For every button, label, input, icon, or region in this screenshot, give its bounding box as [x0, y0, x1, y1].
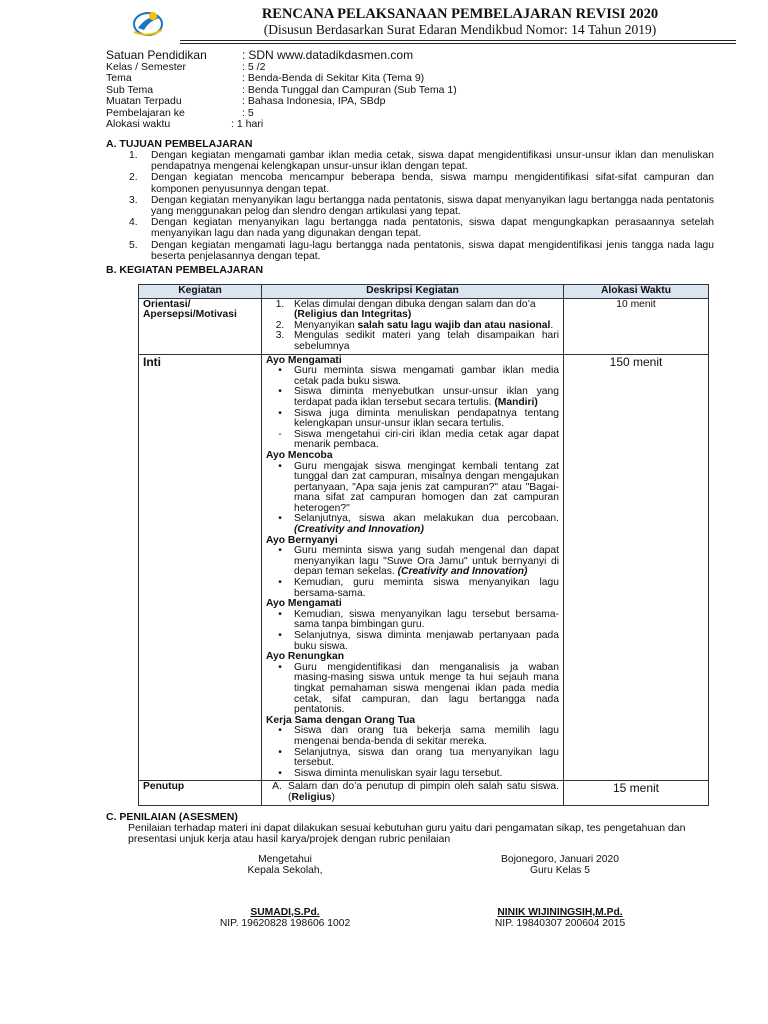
list-text: Selanjutnya, siswa diminta menjawab pertanyaan pada buku siswa. — [294, 630, 559, 652]
info-sep: : — [242, 106, 245, 119]
list-item — [266, 430, 559, 451]
identity-block — [106, 49, 457, 130]
list-number: 4. — [129, 217, 138, 229]
signer-name: NINIK WIJININGSIH,M.Pd. — [497, 906, 623, 918]
item-text: ) — [331, 791, 335, 803]
info-sep: : — [242, 48, 246, 62]
list-text: Dengan kegiatan mengamati gambar iklan media cetak, siswa dapat mengidentifikasi unsur-unsur iklan dan menuliskan pendapatnya mengenai kelengkapan unsur-unsur iklan dengan tepat. — [151, 150, 714, 173]
column-header: Alokasi Waktu — [564, 285, 709, 299]
list-item — [266, 462, 559, 515]
bullet: • — [278, 545, 282, 557]
phase-penutup: Penutup — [139, 781, 262, 805]
objectives-list — [129, 150, 714, 262]
list-item — [266, 663, 559, 716]
item-text: Siswa diminta menyebutkan unsur-unsur iklan yang terdapat pada iklan tersebut secara tertulis. — [294, 386, 559, 408]
list-text: Dengan kegiatan menyanyikan lagu bertangga nada pentatonis, siswa dapat menyanyikan lagu bertangga nada pentatonis yang menggunakan pelog dan slendro dengan artikulasi yang tepat. — [151, 194, 714, 218]
value-tag: (Mandiri) — [494, 396, 538, 408]
list-item — [266, 514, 559, 535]
activities-table — [138, 284, 709, 806]
subheading: Ayo Mengamati — [266, 598, 342, 610]
document-title: RENCANA PELAKSANAAN PEMBELAJARAN REVISI 2020 — [261, 6, 659, 22]
list-text: Dengan kegiatan menyanyikan lagu bertangga nada pentatonis, siswa dapat mengungkapkan perasaannya setelah menyanyikan lagu dan nada yang digunakan dengan tepat. — [151, 217, 714, 240]
item-text: Kelas dimulai dengan dibuka dengan salam dan do’a — [294, 298, 536, 310]
time-cell: 150 menit — [564, 354, 709, 781]
list-text: Siswa diminta menuliskan syair lagu tersebut. — [294, 767, 503, 779]
header-rule-thin — [180, 43, 736, 44]
list-text — [294, 514, 559, 535]
bullet: • — [278, 608, 282, 620]
list-item — [266, 726, 559, 747]
item-text: Selanjutnya, siswa akan melakukan dua percobaan. — [294, 513, 559, 525]
list-item — [129, 150, 714, 172]
info-sep: : — [242, 95, 245, 108]
list-text: Guru mengidentifikasi dan menganalisis ja waban masing-masing siswa untuk menge ta hui sejauh mana tingkat pemahaman siswa mengenai iklan pada media cetak, sifat campuran, dan lagu bertangga nada pentatonis. — [294, 661, 559, 716]
table-header-row — [139, 285, 709, 299]
info-key: Kelas / Semester — [106, 61, 186, 73]
item-emphasis: salah satu lagu wajib dan atau nasional — [357, 319, 551, 331]
list-item — [266, 331, 559, 352]
subheading: Ayo Renungkan — [266, 651, 344, 663]
table-row — [139, 354, 709, 781]
value-tag: Religius — [291, 791, 332, 803]
list-number: 1. — [129, 150, 138, 161]
list-text: Dengan kegiatan mengamati lagu-lagu bertangga nada pentatonis, siswa dapat mengidentifikasi jenis tangga nada lagu beserta penjelasannya dengan tepat. — [151, 239, 714, 262]
info-value: Bahasa Indonesia, IPA, SBdp — [247, 95, 386, 108]
info-value: Benda Tunggal dan Campuran (Sub Tema 1) — [247, 83, 457, 96]
list-item — [129, 195, 714, 217]
list-text: Mengulas sedikit materi yang telah disampaikan hari sebelumnya — [294, 330, 559, 352]
subheading: Kerja Sama dengan Orang Tua — [266, 714, 416, 726]
item-text: Guru meminta siswa yang sudah mengenal dan dapat menyanyikan lagu "Suwe Ora Jamu" untuk bernyanyi di depan teman sekelas. — [294, 545, 559, 578]
list-number: A. — [272, 781, 282, 793]
time-cell: 15 menit — [564, 781, 709, 805]
signer-nip: NIP. 19620828 198606 1002 — [219, 918, 351, 930]
signer-name: SUMADI,S.Pd. — [250, 906, 320, 918]
list-text: Siswa juga diminta menuliskan pendapatnya tentang kelengkapan unsur-unsur iklan secara tertulis. — [294, 407, 559, 430]
signature-line: Mengetahui — [258, 854, 312, 865]
info-sep: : — [242, 72, 245, 85]
list-item — [266, 387, 559, 408]
list-text: Dengan kegiatan mencoba mencampur beberapa benda, siswa mampu mengidentifikasi sifat-sifat campuran dan komponen penyusunnya dengan tepat. — [151, 172, 714, 195]
list-number: 1. — [275, 298, 285, 310]
info-sep: : — [242, 61, 245, 73]
list-item — [266, 610, 559, 631]
list-text: Siswa mengetahui ciri-ciri iklan media cetak agar dapat menarik pembaca. — [294, 428, 559, 451]
bullet: - — [278, 428, 282, 440]
column-header: Deskripsi Kegiatan — [262, 285, 564, 299]
bullet: • — [278, 513, 282, 525]
info-key: Pembelajaran ke — [106, 106, 185, 119]
bullet: • — [278, 577, 282, 589]
description-cell — [262, 298, 564, 354]
column-header: Kegiatan — [139, 285, 262, 299]
list-text: Guru mengajak siswa mengingat kembali tentang zat tunggal dan zat campuran, misalnya dengan mengajukan pertanyaan, "Apa saja jenis zat campuran?" atau "Bagai-mana sifat zat campuran homogen dan zat campuran heterogen?" — [294, 460, 559, 514]
list-number: 3. — [275, 330, 285, 342]
bullet: • — [278, 386, 282, 398]
bullet: • — [278, 407, 282, 419]
signature-date: Bojonegoro, Januari 2020 — [501, 854, 619, 865]
signature-right — [465, 854, 655, 930]
info-key: Muatan Terpadu — [106, 95, 182, 108]
info-key: Sub Tema — [106, 83, 154, 96]
list-number: 2. — [275, 319, 285, 331]
info-row — [106, 119, 457, 130]
bullet: • — [278, 767, 282, 779]
value-tag: (Creativity and Innovation) — [294, 524, 424, 536]
value-tag: (Religius dan Integritas) — [294, 309, 412, 321]
info-value: Benda-Benda di Sekitar Kita (Tema 9) — [247, 72, 425, 85]
list-text — [294, 387, 559, 408]
description-cell — [262, 781, 564, 805]
info-value: 5 — [247, 106, 254, 119]
info-row — [106, 96, 457, 107]
list-text: Selanjutnya, siswa dan orang tua menyanyikan lagu tersebut. — [294, 746, 559, 769]
info-key: Satuan Pendidikan — [106, 48, 207, 62]
list-text: Siswa dan orang tua bekerja sama memilih lagu mengenai benda-benda di sekitar mereka. — [294, 725, 559, 747]
info-sep: : — [231, 118, 234, 131]
list-item — [266, 769, 559, 780]
list-item — [266, 546, 559, 578]
list-item — [129, 240, 714, 262]
signer-nip: NIP. 19840307 200604 2015 — [494, 918, 626, 930]
list-text — [294, 546, 559, 578]
list-item — [266, 409, 559, 430]
signature-role: Kepala Sekolah, — [247, 865, 323, 877]
bullet: • — [278, 365, 282, 377]
bullet: • — [278, 630, 282, 641]
item-text: . — [550, 319, 554, 331]
value-tag: (Creativity and Innovation) — [397, 566, 528, 578]
bullet: • — [278, 460, 282, 472]
signature-role: Guru Kelas 5 — [529, 865, 591, 877]
info-value: 1 hari — [236, 118, 264, 131]
tut-wuri-logo — [128, 8, 168, 38]
list-text: Guru meminta siswa mengamati gambar iklan media cetak pada buku siswa. — [294, 365, 559, 387]
table-row — [139, 298, 709, 354]
list-item — [129, 172, 714, 194]
assessment-text: Penilaian terhadap materi ini dapat dilakukan sesuai kebutuhan guru yaitu dari pengamatan sikap, tes pengetahuan dan presentasi unjuk kerja atau hasil karya/projek dengan rubric penilaian — [128, 822, 686, 846]
list-item — [266, 366, 559, 387]
list-text — [294, 300, 559, 321]
item-text: Salam dan do’a penutup di pimpin oleh salah satu siswa. ( — [288, 781, 559, 803]
item-text: Menyanyikan — [294, 319, 358, 331]
phase-inti: Inti — [139, 354, 262, 781]
section-a-heading: A. TUJUAN PEMBELAJARAN — [106, 138, 253, 150]
signature-left — [200, 854, 370, 930]
bullet: • — [278, 746, 282, 758]
section-b-heading: B. KEGIATAN PEMBELAJARAN — [106, 264, 264, 276]
list-item — [266, 748, 559, 769]
bullet: • — [278, 661, 282, 673]
subheading: Ayo Mengamati — [266, 354, 342, 366]
section-c-heading: C. PENILAIAN (ASESMEN) — [106, 811, 238, 823]
list-number: 2. — [129, 172, 138, 184]
list-text: Kemudian, guru meminta siswa menyanyikan lagu bersama-sama. — [294, 577, 559, 599]
subheading: Ayo Mencoba — [266, 449, 333, 461]
list-item — [266, 782, 559, 803]
description-cell — [262, 354, 564, 781]
info-value: SDN www.datadikdasmen.com — [248, 48, 414, 62]
bullet: • — [278, 725, 282, 737]
list-number: 5. — [129, 239, 138, 251]
time-cell: 10 menit — [564, 298, 709, 354]
info-value: 5 /2 — [247, 61, 266, 73]
header-rule-thick — [180, 40, 736, 41]
list-item — [266, 300, 559, 321]
list-item — [266, 578, 559, 599]
phase-orientasi: Orientasi/ Apersepsi/Motivasi — [139, 298, 262, 354]
info-key: Alokasi waktu — [106, 118, 171, 131]
list-text — [288, 782, 559, 803]
info-key: Tema — [106, 72, 132, 85]
subheading: Ayo Bernyanyi — [266, 534, 338, 546]
list-item — [266, 631, 559, 652]
list-number: 3. — [129, 194, 138, 206]
list-text: Kemudian, siswa menyanyikan lagu tersebut bersama-sama tanpa bimbingan guru. — [294, 608, 559, 631]
table-row — [139, 781, 709, 805]
list-item — [129, 217, 714, 239]
info-sep: : — [242, 83, 245, 96]
document-subtitle: (Disusun Berdasarkan Surat Edaran Mendikbud Nomor: 14 Tahun 2019) — [263, 22, 657, 37]
